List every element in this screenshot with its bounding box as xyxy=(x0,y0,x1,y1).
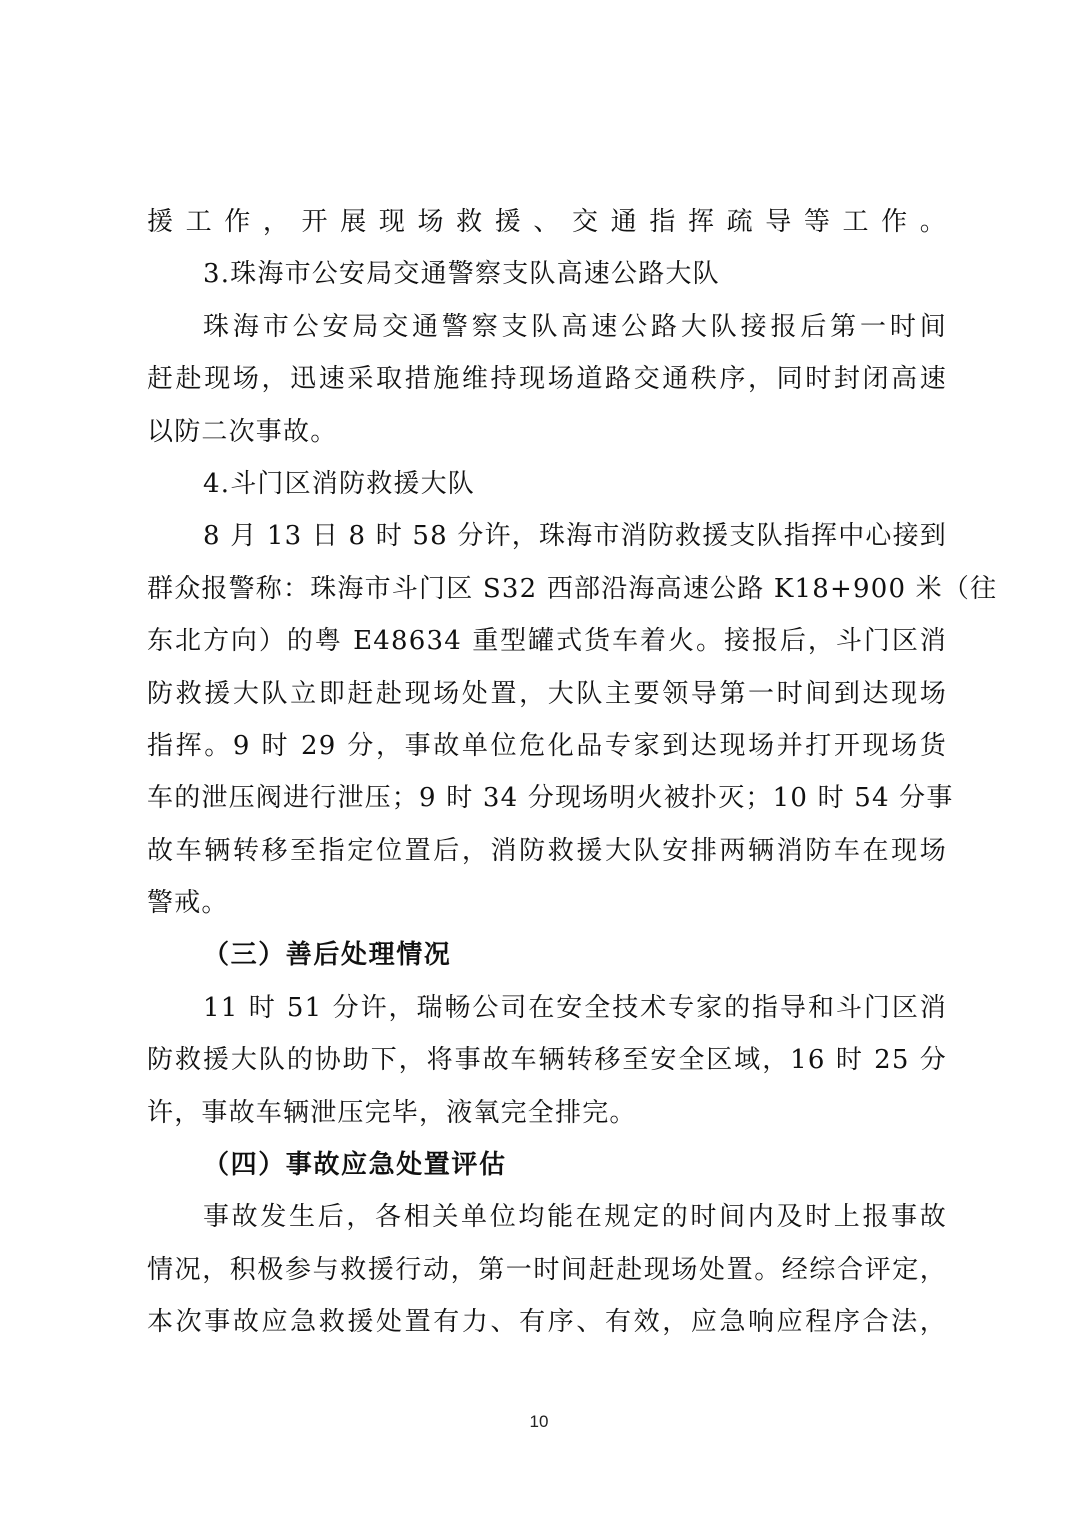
paragraph-line: 防救援大队立即赶赴现场处置，大队主要领导第一时间到达现场 xyxy=(147,678,947,709)
paragraph-line: 珠海市公安局交通警察支队高速公路大队接报后第一时间 xyxy=(203,311,947,342)
paragraph-line: 11 时 51 分许，瑞畅公司在安全技术专家的指导和斗门区消 xyxy=(203,992,947,1023)
document-body xyxy=(147,196,998,1349)
paragraph-line: 本次事故应急救援处置有力、有序、有效，应急响应程序合法， xyxy=(147,1307,947,1338)
paragraph-line: 群众报警称：珠海市斗门区 S32 西部沿海高速公路 K18+900 米（往 xyxy=(147,573,998,604)
section-heading-4: 4.斗门区消防救援大队 xyxy=(203,468,476,499)
section-heading-evaluation: （四）事故应急处置评估 xyxy=(203,1150,507,1181)
paragraph-line: 事故发生后，各相关单位均能在规定的时间内及时上报事故 xyxy=(203,1202,947,1233)
paragraph-line: 警戒。 xyxy=(147,888,229,919)
paragraph-line: 车的泄压阀进行泄压；9 时 34 分现场明火被扑灭；10 时 54 分事 xyxy=(147,783,954,814)
paragraph-line: 援工作，开展现场救援、交通指挥疏导等工作。 xyxy=(147,207,947,237)
paragraph-line: 赶赴现场，迅速采取措施维持现场道路交通秩序，同时封闭高速 xyxy=(147,364,947,395)
paragraph-line: 情况，积极参与救援行动，第一时间赶赴现场处置。经综合评定， xyxy=(147,1254,947,1285)
section-heading-aftermath: （三）善后处理情况 xyxy=(203,940,452,971)
paragraph-line: 东北方向）的粤 E48634 重型罐式货车着火。接报后，斗门区消 xyxy=(147,626,947,657)
paragraph-line: 许，事故车辆泄压完毕，液氧完全排完。 xyxy=(147,1097,637,1128)
paragraph-line: 8 月 13 日 8 时 58 分许，珠海市消防救援支队指挥中心接到 xyxy=(203,521,947,552)
section-heading-3: 3.珠海市公安局交通警察支队高速公路大队 xyxy=(203,259,720,290)
page-number: 10 xyxy=(529,1412,549,1431)
paragraph-line: 以防二次事故。 xyxy=(147,416,338,447)
paragraph-line: 故车辆转移至指定位置后，消防救援大队安排两辆消防车在现场 xyxy=(147,835,947,866)
paragraph-line: 防救援大队的协助下，将事故车辆转移至安全区域，16 时 25 分 xyxy=(147,1045,947,1076)
paragraph-line: 指挥。9 时 29 分，事故单位危化品专家到达现场并打开现场货 xyxy=(147,730,947,761)
